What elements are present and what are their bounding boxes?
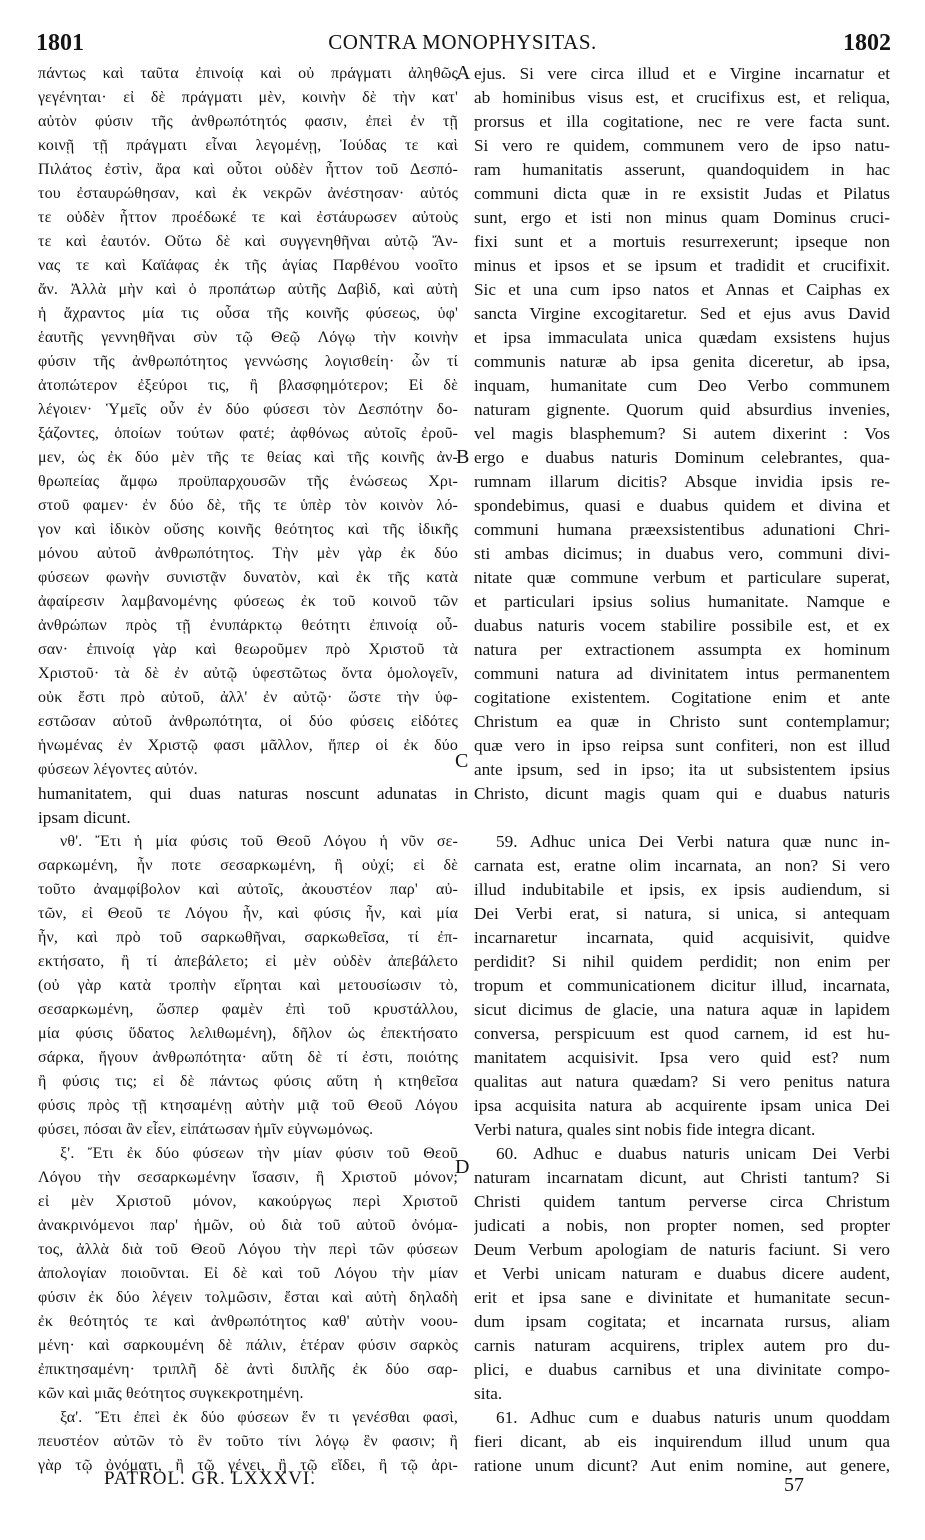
latin-top-line: Christum ea quæ in Christo sunt contemplamur; xyxy=(474,712,890,731)
page-number-right: 1802 xyxy=(843,30,891,56)
greek-top-line: φύσιν τῆς ἀνθρωπότητος γεννώσης λογισθείη· ὧν τί xyxy=(38,353,458,370)
latin-top-line: minus et ipsos et se ipsum et tradidit et crucifixit. xyxy=(474,256,890,275)
greek-top-line: ἀφαίρεσιν λαμβανομένης φύσεως ἐκ τοῦ κοινοῦ τῶν xyxy=(38,593,458,610)
latin-top-line: ram humanitatis asserunt, quandoquidem in hac xyxy=(474,160,890,179)
greek-column-top xyxy=(38,62,458,782)
greek-top-line: τε οὐδὲν ἧττον προέδωκέ τε καὶ ἐστάυρωσεν αὐτοὺς xyxy=(38,209,458,226)
latin-top-line: fixi sunt et a mortuis resurrexerunt; ipseque non xyxy=(474,232,890,251)
latin-top-line: ab hominibus visus est, et crucifixus est, et reliqua, xyxy=(474,88,890,107)
greek-top-line: εστῶσαν αὐτοῦ ἀνθρωπότητα, οἱ δύο φύσεις εἰδότες xyxy=(38,713,458,730)
greek-top-line: αὐτὸν φύσιν τῆς ἀνθρωπότητός φασιν, ἐπεὶ ἐν τῇ xyxy=(38,113,458,130)
greek-bottom-line: φύσις πρὸς τῇ κτησαμένῃ αὐτὴν μιᾷ τοῦ Θεοῦ Λόγου xyxy=(38,1097,458,1114)
greek-top-line: στοῦ φαμεν· ἐν δύο δὲ, τῆς τε ὑπὲρ τὸν κοινὸν λό- xyxy=(38,497,458,514)
latin-top-line: ante ipsum, sed in ipso; ita ut subsistentem ipsius xyxy=(474,760,890,779)
spanning-line-right: Christo, dicunt magis quam qui e duabus naturis xyxy=(474,784,890,803)
latin-top-line: communi natura ad divinitatem intus permanentem xyxy=(474,664,890,683)
greek-top-line: μόνου αὐτοῦ ἀνθρωπότητος. Τὴν μὲν γὰρ ἐκ δύο xyxy=(38,545,458,562)
greek-top-line: Πιλάτος ἐστὶν, ἄρα καὶ οὗτοι οὐδὲν ἧττον τοῦ Δεσπό- xyxy=(38,161,458,178)
greek-bottom-line: εκτήσατο, ἢ τί ἀπεβάλετο; εἰ μὲν οὐδὲν ἀπεβάλετο xyxy=(38,953,458,970)
margin-letter-b: B xyxy=(456,446,470,468)
greek-bottom-line: σαρκωμένη, ἦν ποτε σεσαρκωμένη, ἢ οὐχί; εἰ δὲ xyxy=(38,857,458,874)
latin-bottom-line: Christi quidem tantum perverse circa Christum xyxy=(474,1192,890,1211)
latin-top-line: ergo e duabus naturis Dominum celebrantes, qua- xyxy=(474,448,890,467)
greek-bottom-line: νθ'. Ἔτι ἡ μία φύσις τοῦ Θεοῦ Λόγου ἡ νῦν σε- xyxy=(60,833,458,850)
latin-bottom-line: illud indubitabile et ipsis, ex ipsis audiendum, si xyxy=(474,880,890,899)
latin-bottom-line: tropum et communicationem dicitur illud, incarnata, xyxy=(474,976,890,995)
latin-bottom-line: dum ipsam cogitata; et incarnata rursus, aliam xyxy=(474,1312,890,1331)
greek-bottom-line: εἰ μὲν Χριστοῦ μόνον, κακούργως περὶ Χριστοῦ xyxy=(38,1193,458,1210)
spanning-latin-block xyxy=(38,782,890,830)
latin-top-line: naturam gignente. Quorum quid absurdius invenies, xyxy=(474,400,890,419)
latin-top-line: communi dicta quæ in re exsistit Judas et Pilatus xyxy=(474,184,890,203)
spanning-line-left: humanitatem, qui duas naturas noscunt adunatas in xyxy=(38,784,468,803)
latin-bottom-line: carnis naturam acquirens, triplex autem pro du- xyxy=(474,1336,890,1355)
latin-top-line: natura per extractionem assumpta ex hominum xyxy=(474,640,890,659)
latin-top-line: sti ambas dicimus; in duabus vero, communi divi- xyxy=(474,544,890,563)
latin-top-line: sancta Virgine excogitaretur. Sed et ejus avus David xyxy=(474,304,890,323)
margin-letter-a: A xyxy=(456,62,471,84)
footer-signature: PATROL. GR. LXXXVI. xyxy=(104,1468,317,1489)
greek-bottom-line: φύσει, πόσαι ἂν εἶεν, εἰπάτωσαν ἡμῖν εὐγνωμόνως. xyxy=(38,1121,374,1138)
latin-bottom-line: Verbi natura, quales sint nobis fide integra dicant. xyxy=(474,1120,816,1139)
latin-bottom-line: sicut dicimus de glacie, una natura aquæ in lapidem xyxy=(474,1000,890,1019)
latin-bottom-line: ratione unum dicunt? Aut enim nomine, aut genere, xyxy=(474,1456,890,1475)
footer-page-number: 57 xyxy=(784,1474,804,1496)
latin-top-line: et ipsa immaculata unica quædam exsistens hujus xyxy=(474,328,890,347)
latin-top-line: quæ vero in ipso reipsa sunt confiteri, non est illud xyxy=(474,736,890,755)
greek-bottom-line: τοῦτο ἀναμφίβολον καὶ αὐτοῖς, ἀκουστέον παρ' αὐ- xyxy=(38,881,458,898)
greek-bottom-line: ἦν, καὶ πρὸ τοῦ σαρκωθῆναι, σαρκωθεῖσα, τί ἐπ- xyxy=(38,929,458,946)
latin-top-line: nitate quæ commune verbum et particulare superat, xyxy=(474,568,890,587)
greek-top-line: ἡνωμένας ἐν Χριστῷ φασι μᾶλλον, ἤπερ οἱ ἐκ δύο xyxy=(38,737,458,754)
latin-top-line: communis naturæ ab ipsa genita diceretur, ab ipsa, xyxy=(474,352,890,371)
running-title: CONTRA MONOPHYSITAS. xyxy=(328,30,597,54)
latin-top-line: Sic et una cum ipso natos et Annas et Caiphas ex xyxy=(474,280,890,299)
latin-bottom-line: et Verbi unicam naturam e duabus dicere audent, xyxy=(474,1264,890,1283)
latin-bottom-line: sita. xyxy=(474,1384,503,1403)
page-number-left: 1801 xyxy=(36,30,84,56)
latin-bottom-line: 59. Adhuc unica Dei Verbi natura quæ nunc in- xyxy=(496,832,890,851)
greek-top-line: θρωπείας ἄμφω προϋπαρχουσῶν τῆς ἑνώσεως Χρι- xyxy=(38,473,458,490)
greek-top-line: ἡ ἄχραντος μία τις οὖσα τῆς κοινῆς φύσεως, ὑφ' xyxy=(38,305,458,322)
latin-bottom-line: carnata est, eratne olim incarnata, an non? Si vero xyxy=(474,856,890,875)
greek-top-line: φύσεων λέγοντες αὐτόν. xyxy=(38,761,198,778)
latin-bottom-line: erit et ipsa sane e divinitate et humanitate secun- xyxy=(474,1288,890,1307)
greek-bottom-line: γὰρ τῷ ὀνόματι, ἢ τῷ γένει, ἢ τῷ εἴδει, ἢ τῷ ἀρι- xyxy=(38,1457,458,1474)
margin-letter-c: C xyxy=(455,750,469,772)
greek-bottom-line: ἀνακρινόμενοι παρ' ἡμῶν, οὐ διὰ τοῦ αὐτοῦ ὀνόμα- xyxy=(38,1217,458,1234)
latin-bottom-line: plici, e duabus carnibus et una divinitate compo- xyxy=(474,1360,890,1379)
greek-top-line: νας τε καὶ Καϊάφας ἐκ τῆς ἁγίας Παρθένου νοοῖτο xyxy=(38,257,458,274)
latin-top-line: sunt, ergo et isti non minus quam Dominus cruci- xyxy=(474,208,890,227)
greek-bottom-line: ξ'. Ἔτι ἐκ δύο φύσεων τὴν μίαν φύσιν τοῦ Θεοῦ xyxy=(60,1145,458,1162)
greek-top-line: φύσεων φωνὴν συνιστᾷν δυνατὸν, καὶ ἐκ τῆς κατὰ xyxy=(38,569,458,586)
greek-top-line: κοινῇ τῇ πράγματι εἶναι λεγομένῃ, Ἰούδας τε καὶ xyxy=(38,137,458,154)
greek-top-line: Χριστοῦ· τὰ δὲ ἐν αὐτῷ ὑφεστῶτως ὄντα ὁμολογεῖν, xyxy=(38,665,458,682)
greek-bottom-line: φύσιν ἐκ δύο λέγειν τολμῶσιν, ἔσται καὶ αὐτὴ δηλαδὴ xyxy=(38,1289,458,1306)
greek-top-line: ἑαυτῆς γεννηθῆναι σὺν τῷ Θεῷ Λόγῳ τὴν κοινὴν xyxy=(38,329,458,346)
margin-letter-d: D xyxy=(455,1156,470,1178)
latin-bottom-line: perdidit? Si nihil quidem perdidit; non enim per xyxy=(474,952,890,971)
latin-bottom-line: 60. Adhuc e duabus naturis unicam Dei Verbi xyxy=(496,1144,890,1163)
greek-top-line: πάντως καὶ ταῦτα ἐπινοίᾳ καὶ οὐ πράγματι ἀληθῶς xyxy=(38,65,458,82)
latin-top-line: et particulari ipsius solius humanitate. Namque e xyxy=(474,592,890,611)
greek-top-line: γον καὶ ἰδικὸν οὔσης κοινῆς θεότητος καὶ τῆς ἰδικῆς xyxy=(38,521,458,538)
greek-top-line: μεν, ὡς ἐκ δύο μὲν τῆς τε θείας καὶ τῆς κοινῆς ἀν- xyxy=(38,449,458,466)
greek-bottom-line: μία φύσις ὕδατος λελιθωμένη), δῆλον ὡς ἐπεκτήσατο xyxy=(38,1025,458,1042)
latin-bottom-line: Dei Verbi erat, si natura, si unica, si antequam xyxy=(474,904,890,923)
latin-top-line: duabus naturis vocem stabilire possibile est, et ex xyxy=(474,616,890,635)
latin-bottom-line: manitatem acquisivit. Ipsa vero quid est? num xyxy=(474,1048,890,1067)
latin-top-line: inquam, humanitate cum Deo Verbo communem xyxy=(474,376,890,395)
latin-bottom-line: naturam incarnatam dicunt, aut Christi tantum? Si xyxy=(474,1168,890,1187)
latin-column-top xyxy=(474,62,890,782)
greek-bottom-line: σεσαρκωμένη, ὥσπερ φαμὲν ἐπὶ τοῦ κρυστάλλου, xyxy=(38,1001,458,1018)
greek-bottom-line: ξα'. Ἔτι ἐπεὶ ἐκ δύο φύσεων ἕν τι γενέσθαι φασὶ, xyxy=(60,1409,458,1426)
greek-bottom-line: ἢ φύσις τις; εἰ δὲ πάντως φύσις αὕτη ἡ κτηθεῖσα xyxy=(38,1073,458,1090)
greek-bottom-line: ἐκ θεότητός τε καὶ ἀνθρωπότητος καθ' αὐτὴν νοου- xyxy=(38,1313,458,1330)
greek-top-line: ἀνθρώπων πρὸς τῇ ἐνυπάρκτῳ θεότητι ἐπινοίᾳ οὖ- xyxy=(38,617,458,634)
latin-bottom-line: fieri dicant, ab eis inquirendum illud unum qua xyxy=(474,1432,890,1451)
spanning-line-end: ipsam dicunt. xyxy=(38,808,131,827)
greek-top-line: γεγένηται· εἰ δὲ πράγματι μὲν, κοινὴν δὲ τὴν κατ' xyxy=(38,89,458,106)
greek-bottom-line: σάρκα, ἤγουν ἀνθρωπότητα· αὕτη δὲ τί ἐστι, ποιότης xyxy=(38,1049,458,1066)
greek-bottom-line: ἀπολογίαν ποιοῦνται. Εἰ δὲ καὶ τοῦ Λόγου τὴν μίαν xyxy=(38,1265,458,1282)
latin-bottom-line: conversa, perspicuum est quod carnem, id est hu- xyxy=(474,1024,890,1043)
greek-top-line: ἄν. Ἀλλὰ μὴν καὶ ὁ προπάτωρ αὐτῆς Δαβὶδ, καὶ αὐτὴ xyxy=(38,281,458,298)
greek-column-bottom xyxy=(38,830,458,1478)
greek-bottom-line: κῶν καὶ μιᾶς θεότητος συγκεκροτημένη. xyxy=(38,1385,304,1402)
latin-bottom-line: 61. Adhuc cum e duabus naturis unum quoddam xyxy=(496,1408,890,1427)
greek-bottom-line: (οὐ γὰρ κατὰ τροπὴν εἴρηται καὶ μετουσίωσιν τὸ, xyxy=(38,977,458,994)
greek-bottom-line: τῶν, εἰ Θεοῦ τε Λόγου ἦν, καὶ φύσις ἦν, καὶ μία xyxy=(38,905,458,922)
latin-bottom-line: judicati a nobis, non propter nomen, sed propter xyxy=(474,1216,890,1235)
latin-top-line: cogitatione existentem. Cogitatione enim et ante xyxy=(474,688,890,707)
latin-bottom-line: ipsa acquisita natura ab acquirente ipsam unica Dei xyxy=(474,1096,890,1115)
greek-top-line: του ἐσταυρώθησαν, καὶ ἐκ νεκρῶν ἀνέστησαν· αὐτός xyxy=(38,185,458,202)
latin-top-line: spondebimus, quasi e duabus quidem et divina et xyxy=(474,496,890,515)
greek-bottom-line: Λόγου τὴν σεσαρκωμένην ἴσασιν, ἢ Χριστοῦ μόνον; xyxy=(38,1169,458,1186)
latin-top-line: rumnam illarum dicitis? Absque invidia ipsis re- xyxy=(474,472,890,491)
greek-bottom-line: πευστέον αὐτῶν τὸ ἓν τοῦτο τίνι λόγῳ ἓν φασιν; ἢ xyxy=(38,1433,458,1450)
latin-top-line: prorsus et illa cogitatione, nec re vere facta sunt. xyxy=(474,112,890,131)
greek-bottom-line: τος, ἀλλὰ διὰ τοῦ Θεοῦ Λόγου τὴν περὶ τῶν φύσεων xyxy=(38,1241,458,1258)
greek-bottom-line: ἐπικτησαμένη· τριπλῆ δὲ ἀντὶ διπλῆς ἐκ δύο σαρ- xyxy=(38,1361,458,1378)
latin-top-line: vel magis blasphemum? Si autem dixerint : Vos xyxy=(474,424,890,443)
greek-top-line: σαν· ἐπινοίᾳ γὰρ καὶ θεωροῦμεν πρὸ Χριστοῦ τὰ xyxy=(38,641,458,658)
greek-bottom-line: μένη· καὶ σαρκουμένη δὲ πάλιν, ἑτέραν φύσιν σαρκὸς xyxy=(38,1337,458,1354)
greek-top-line: ξάζοντες, ὁποίων τούτων φατέ; ἀφθόνως αὐτοῖς ἐροῦ- xyxy=(38,425,458,442)
latin-top-line: Si vero re quidem, communem vero de ipso natu- xyxy=(474,136,890,155)
latin-top-line: ejus. Si vere circa illud et e Virgine incarnatur et xyxy=(474,64,890,83)
greek-top-line: ἀτοπώτερον ἐξεύροι τις, ἢ βλασφημότερον; Εἰ δὲ xyxy=(38,377,458,394)
greek-top-line: τε καὶ ἑαυτόν. Οὕτω δὲ καὶ συγγενηθῆναι αὐτῷ Ἄν- xyxy=(38,233,458,250)
greek-top-line: λέγοιεν· Ὑμεῖς οὖν ἐν δύο φύσεσι τὸν Δεσπότην δο- xyxy=(38,401,458,418)
greek-top-line: οὐκ ἔστι πρὸ αὐτοῦ, ἀλλ' ἐν αὐτῷ· ὥστε τὴν ὑφ- xyxy=(38,689,458,706)
latin-bottom-line: Deum Verbum apologiam de naturis faciunt. Si vero xyxy=(474,1240,890,1259)
latin-bottom-line: incarnaretur incarnata, quid acquisivit, quidve xyxy=(474,928,890,947)
latin-bottom-line: qualitas aut natura quædam? Si vero penitus natura xyxy=(474,1072,890,1091)
latin-top-line: communi humana præexsistentibus adunationi Chri- xyxy=(474,520,890,539)
latin-column-bottom xyxy=(474,830,890,1478)
